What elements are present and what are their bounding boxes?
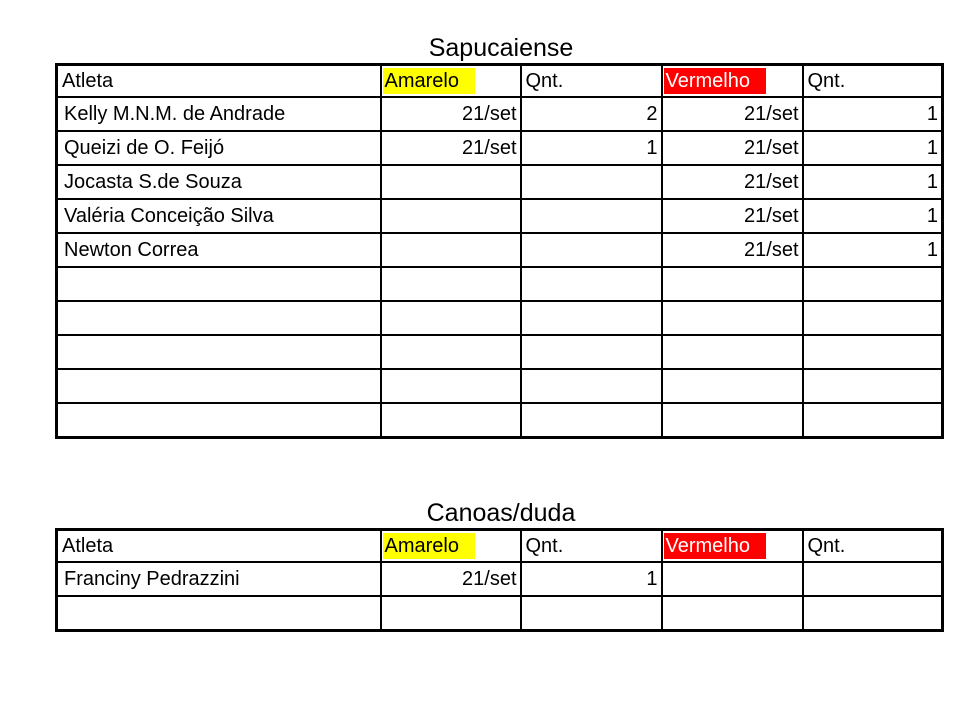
table-row [57,267,943,301]
table-row [57,131,943,165]
red-date-cell: 21/set [662,199,803,233]
athlete-cell [57,335,381,369]
yellow-date-cell [381,596,521,631]
red-date-cell: 21/set [662,131,803,165]
athlete-cell [57,403,381,438]
table-header-row [57,65,943,98]
red-qty-cell [803,562,943,596]
red-date-cell [662,301,803,335]
athlete-cell [57,369,381,403]
yellow-date-cell: 21/set [381,97,521,131]
red-date-cell [662,596,803,631]
yellow-qty-cell [521,403,662,438]
red-qty-cell [803,335,943,369]
cards-table [55,528,944,632]
table-row [57,369,943,403]
yellow-qty-cell: 1 [521,562,662,596]
table-row [57,301,943,335]
red-date-cell [662,267,803,301]
table-row [57,335,943,369]
yellow-qty-cell [521,165,662,199]
yellow-qty-cell [521,199,662,233]
red-date-cell: 21/set [662,97,803,131]
red-date-cell [662,403,803,438]
header-yellow: Amarelo [383,533,475,559]
yellow-qty-cell [521,335,662,369]
red-date-cell [662,562,803,596]
header-yellow: Amarelo [383,68,475,94]
header-red: Vermelho [664,68,767,94]
header-qty-yellow: Qnt. [521,65,662,98]
red-date-cell: 21/set [662,165,803,199]
athlete-cell: Queizi de O. Feijó [57,131,381,165]
yellow-date-cell [381,233,521,267]
red-date-cell [662,335,803,369]
section-title: Sapucaiense [428,34,574,62]
table-row [57,562,943,596]
section-canoas-duda [55,498,941,632]
yellow-qty-cell: 1 [521,131,662,165]
yellow-date-cell: 21/set [381,562,521,596]
header-yellow-cell [381,530,521,563]
red-qty-cell [803,301,943,335]
header-red-cell [662,65,803,98]
athlete-cell [57,596,381,631]
yellow-date-cell [381,301,521,335]
section-title: Canoas/duda [426,499,576,527]
table-row [57,403,943,438]
red-date-cell: 21/set [662,233,803,267]
yellow-qty-cell [521,267,662,301]
red-date-cell [662,369,803,403]
table-row [57,199,943,233]
red-qty-cell: 1 [803,233,943,267]
athlete-cell: Newton Correa [57,233,381,267]
header-qty-yellow: Qnt. [521,530,662,563]
cards-table [55,63,944,439]
red-qty-cell: 1 [803,97,943,131]
yellow-date-cell: 21/set [381,131,521,165]
athlete-cell: Jocasta S.de Souza [57,165,381,199]
athlete-cell: Franciny Pedrazzini [57,562,381,596]
athlete-cell [57,267,381,301]
yellow-qty-cell: 2 [521,97,662,131]
yellow-date-cell [381,403,521,438]
header-qty-red: Qnt. [803,530,943,563]
table-row [57,233,943,267]
red-qty-cell: 1 [803,131,943,165]
red-qty-cell [803,403,943,438]
yellow-date-cell [381,165,521,199]
header-athlete: Atleta [57,65,381,98]
red-qty-cell [803,267,943,301]
table-row [57,165,943,199]
yellow-qty-cell [521,596,662,631]
yellow-date-cell [381,335,521,369]
table-header-row [57,530,943,563]
red-qty-cell [803,596,943,631]
red-qty-cell: 1 [803,165,943,199]
yellow-qty-cell [521,301,662,335]
table-row [57,596,943,631]
header-red-cell [662,530,803,563]
red-qty-cell [803,369,943,403]
yellow-date-cell [381,369,521,403]
header-athlete: Atleta [57,530,381,563]
red-qty-cell: 1 [803,199,943,233]
athlete-cell: Kelly M.N.M. de Andrade [57,97,381,131]
yellow-date-cell [381,267,521,301]
yellow-qty-cell [521,369,662,403]
athlete-cell: Valéria Conceição Silva [57,199,381,233]
athlete-cell [57,301,381,335]
section-sapucaiense [55,33,941,439]
yellow-qty-cell [521,233,662,267]
header-yellow-cell [381,65,521,98]
yellow-date-cell [381,199,521,233]
table-row [57,97,943,131]
header-red: Vermelho [664,533,767,559]
header-qty-red: Qnt. [803,65,943,98]
